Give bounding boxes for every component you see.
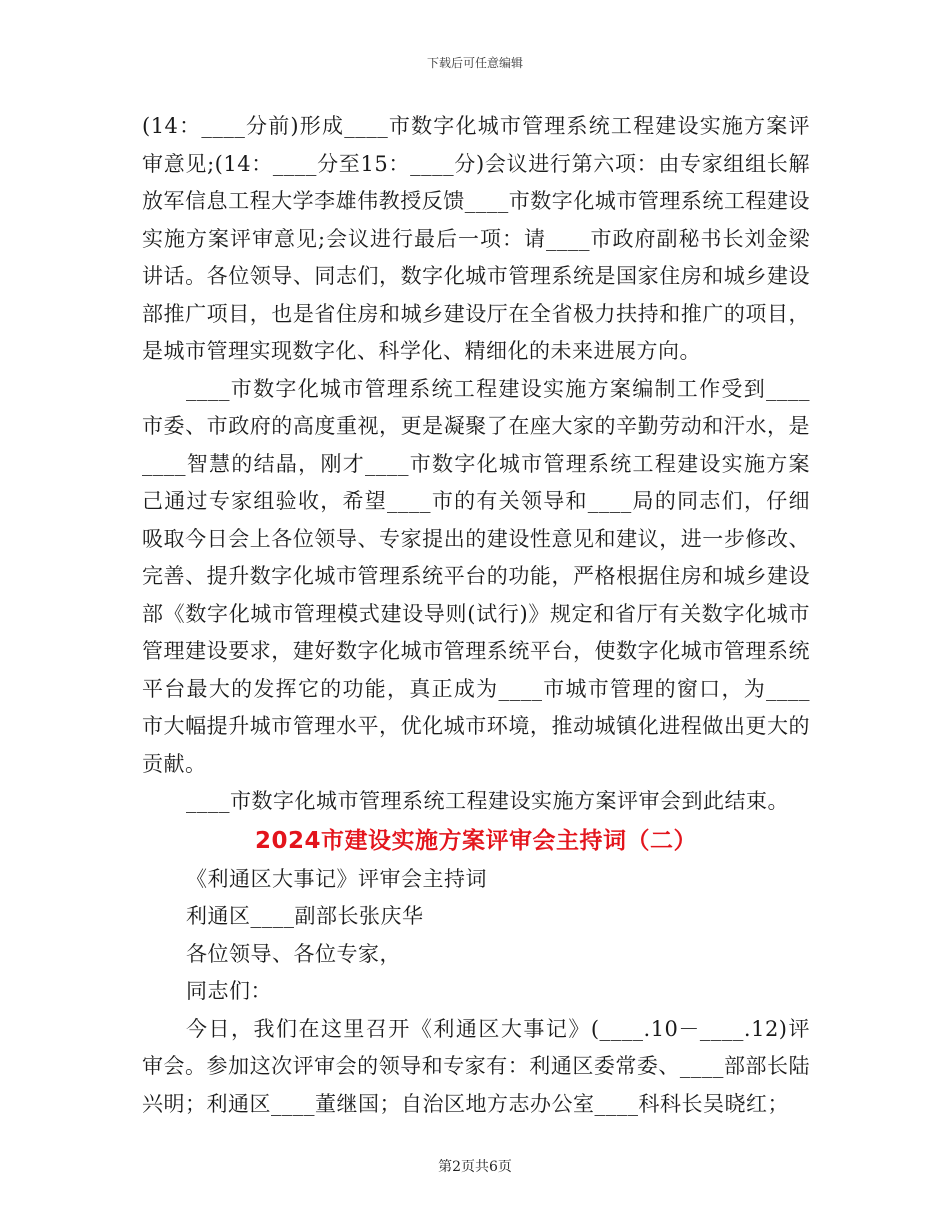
document-body <box>142 108 810 1123</box>
section-title: 2024市建设实施方案评审会主持词（二） <box>254 827 697 854</box>
subtitle-line: 《利通区大事记》评审会主持词 <box>186 866 487 891</box>
presenter-line: 利通区____副部长张庆华 <box>186 904 424 928</box>
paragraph-3: ____市数字化城市管理系统工程建设实施方案评审会到此结束。 <box>186 789 789 813</box>
paragraph-opening: 今日，我们在这里召开《利通区大事记》(____.10－____.12)评审会。参加这次评审会的领导和专家有：利通区委常委、____部部长陆兴明；利通区____董继国；自治区地方志办公室____科科长吴晓红； <box>142 1016 810 1116</box>
salutation-line: 各位领导、各位专家， <box>186 941 401 966</box>
salutation-line-2: 同志们： <box>186 979 272 1003</box>
page-header: 下载后可任意编辑 <box>426 56 523 70</box>
page-footer: 第2页共6页 <box>438 1159 512 1175</box>
paragraph-1: (14：____分前)形成____市数字化城市管理系统工程建设实施方案评审意见;(14：____分至15：____分)会议进行第六项：由专家组组长解放军信息工程大学李雄伟教授反馈____市数字化城市管理系统工程建设实施方案评审意见;会议进行最后一项：请____市政府副秘书长刘金梁讲话。各位领导、同志们，数字化城市管理系统是国家住房和城乡建设部推广项目，也是省住房和城乡建设厅在全省极力扶持和推广的项目，是城市管理实现数字化、科学化、精细化的未来进展方向。 <box>142 114 810 363</box>
paragraph-2: ____市数字化城市管理系统工程建设实施方案编制工作受到____市委、市政府的高度重视，更是凝聚了在座大家的辛勤劳动和汗水，是____智慧的结晶，刚才____市数字化城市管理系统工程建设实施方案己通过专家组验收，希望____市的有关领导和____局的同志们，仔细吸取今日会上各位领导、专家提出的建设性意见和建议，进一步修改、完善、提升数字化城市管理系统平台的功能，严格根据住房和城乡建设部《数字化城市管理模式建设导则(试行)》规定和省厅有关数字化城市管理建设要求，建好数字化城市管理系统平台，使数字化城市管理系统平台最大的发挥它的功能，真正成为____市城市管理的窗口，为____市大幅提升城市管理水平，优化城市环境，推动城镇化进程做出更大的贡献。 <box>142 376 810 776</box>
